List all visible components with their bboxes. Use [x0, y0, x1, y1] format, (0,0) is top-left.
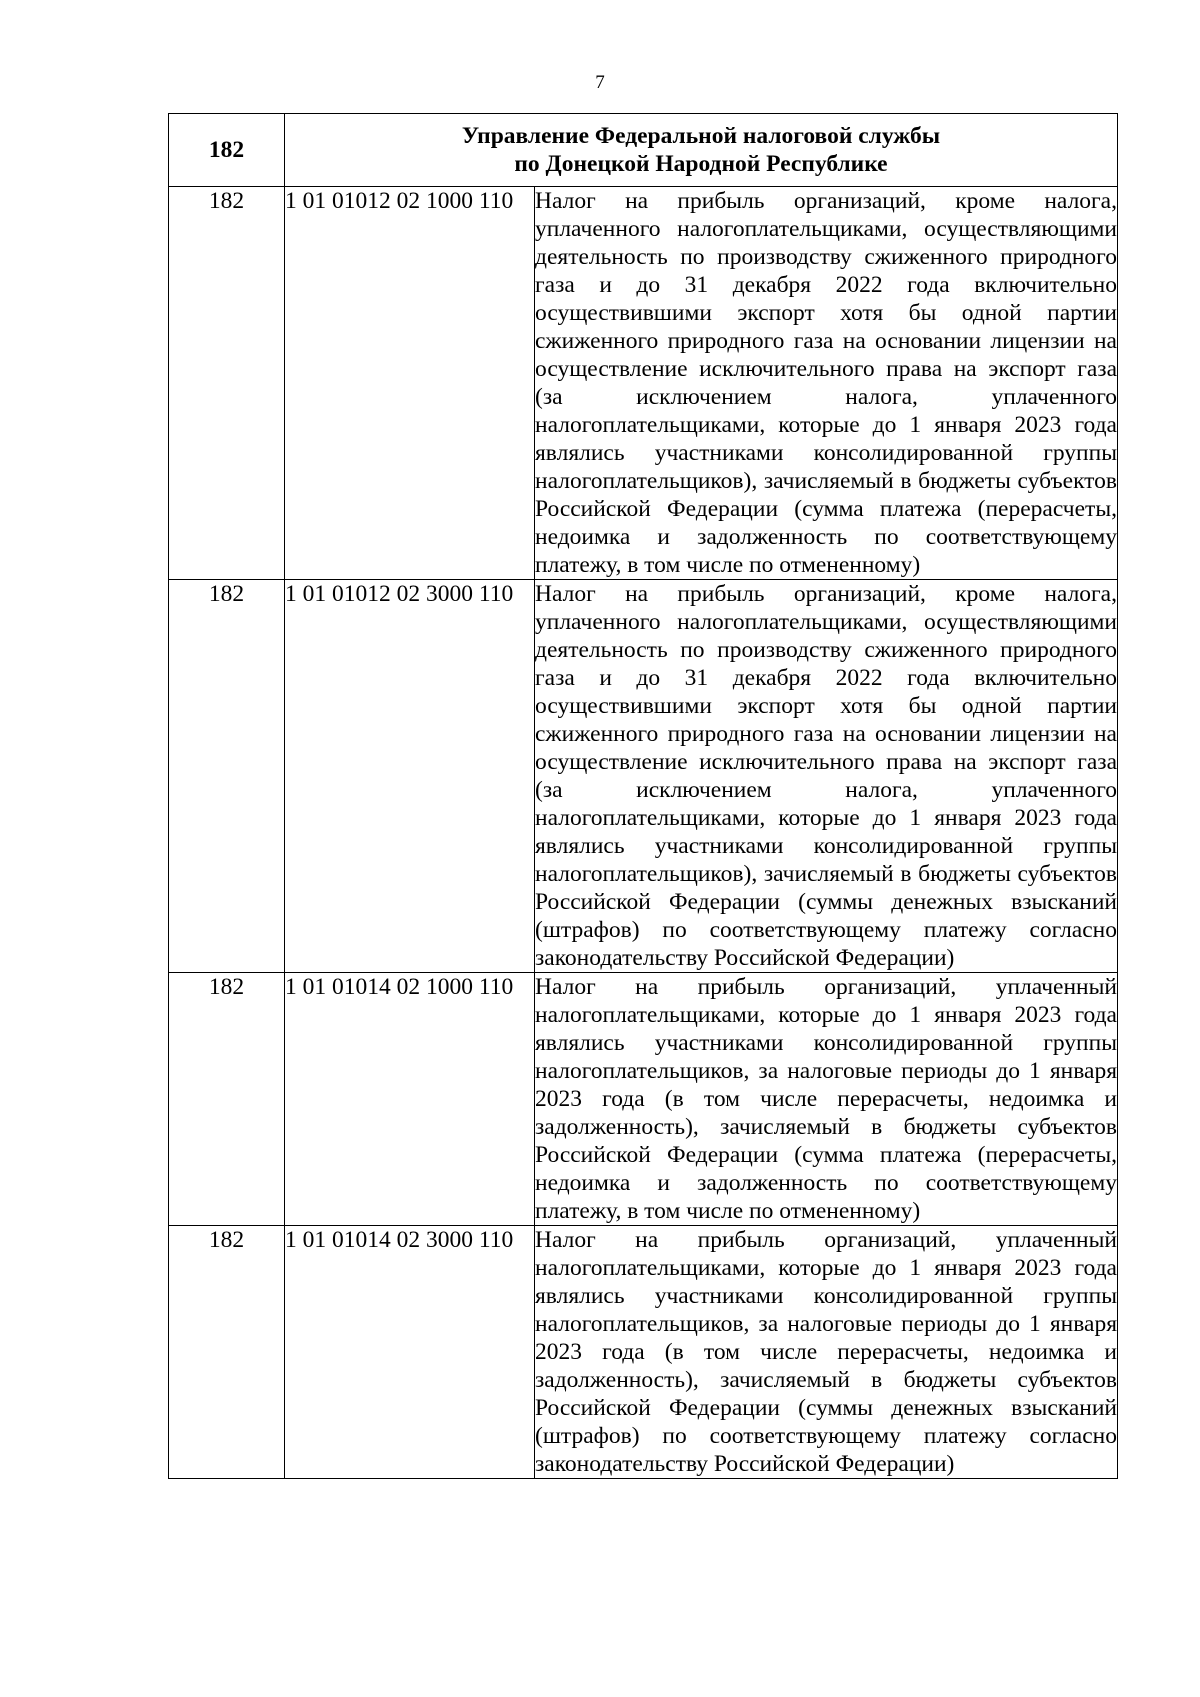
table-row: [169, 580, 1118, 973]
budget-code-cell: 1 01 01012 02 3000 110: [285, 580, 535, 973]
table-row: [169, 187, 1118, 580]
header-admin-code: 182: [169, 114, 285, 187]
income-name-cell: Налог на прибыль организаций, кроме налога, уплаченного налогоплательщиками, осуществляющими деятельность по производству сжиженного природного газа и до 31 декабря 2022 года включительно осуществившими экспорт хотя бы одной партии сжиженного природного газа на основании лицензии на осуществление исключительного права на экспорт газа (за исключением налога, уплаченного налогоплательщиками, которые до 1 января 2023 года являлись участниками консолидированной группы налогоплательщиков), зачисляемый в бюджеты субъектов Российской Федерации (суммы денежных взысканий (штрафов) по соответствующему платежу согласно законодательству Российской Федерации): [535, 581, 1117, 971]
income-name-cell: Налог на прибыль организаций, кроме налога, уплаченного налогоплательщиками, осуществляющими деятельность по производству сжиженного природного газа и до 31 декабря 2022 года включительно осуществившими экспорт хотя бы одной партии сжиженного природного газа на основании лицензии на осуществление исключительного права на экспорт газа (за исключением налога, уплаченного налогоплательщиками, которые до 1 января 2023 года являлись участниками консолидированной группы налогоплательщиков), зачисляемый в бюджеты субъектов Российской Федерации (сумма платежа (перерасчеты, недоимка и задолженность по соответствующему платежу, в том числе по отмененному): [535, 188, 1117, 578]
budget-code-cell: 1 01 01014 02 3000 110: [285, 1226, 535, 1479]
header-title-line-1: Управление Федеральной налоговой службы: [461, 123, 941, 149]
admin-code-cell: 182: [169, 973, 285, 1226]
admin-code-cell: 182: [169, 1226, 285, 1479]
table-header-row: [169, 114, 1118, 187]
page-number: 7: [595, 72, 605, 93]
budget-code-cell: 1 01 01014 02 1000 110: [285, 973, 535, 1226]
header-title-line-2: по Донецкой Народной Республике: [514, 151, 888, 177]
header-authority-title: [285, 114, 1118, 187]
table-row: [169, 1226, 1118, 1479]
admin-code-cell: 182: [169, 580, 285, 973]
admin-code-cell: 182: [169, 187, 285, 580]
income-name-cell: Налог на прибыль организаций, уплаченный налогоплательщиками, которые до 1 января 2023 года являлись участниками консолидированной группы налогоплательщиков, за налоговые периоды до 1 января 2023 года (в том числе перерасчеты, недоимка и задолженность), зачисляемый в бюджеты субъектов Российской Федерации (сумма платежа (перерасчеты, недоимка и задолженность по соответствующему платежу, в том числе по отмененному): [535, 974, 1117, 1224]
budget-codes-table: [168, 113, 1118, 1479]
table-row: [169, 973, 1118, 1226]
income-name-cell: Налог на прибыль организаций, уплаченный налогоплательщиками, которые до 1 января 2023 года являлись участниками консолидированной группы налогоплательщиков, за налоговые периоды до 1 января 2023 года (в том числе перерасчеты, недоимка и задолженность), зачисляемый в бюджеты субъектов Российской Федерации (суммы денежных взысканий (штрафов) по соответствующему платежу согласно законодательству Российской Федерации): [535, 1227, 1117, 1477]
budget-code-cell: 1 01 01012 02 1000 110: [285, 187, 535, 580]
